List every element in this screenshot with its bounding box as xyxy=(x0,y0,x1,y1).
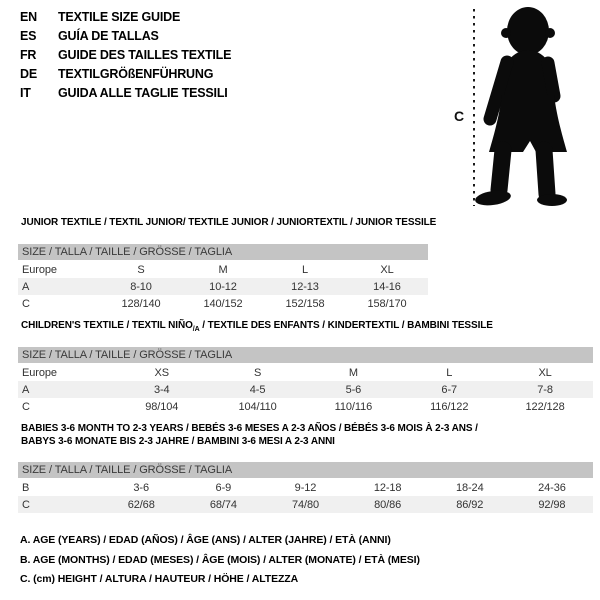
size-value-cell: 10-12 xyxy=(182,278,264,295)
size-header-bar xyxy=(18,244,428,261)
size-value-cell: XS xyxy=(154,366,169,379)
size-value-cell: 80/86 xyxy=(347,496,429,513)
babies-table-title xyxy=(18,422,593,448)
babies-size-table xyxy=(18,462,593,513)
junior-table-title xyxy=(18,217,437,233)
language-code: EN xyxy=(20,10,37,24)
row-label-cell: C xyxy=(22,400,30,413)
table-row-c xyxy=(18,295,428,312)
size-value-cell: 4-5 xyxy=(210,381,306,398)
childrens-textile-section xyxy=(18,320,593,415)
size-value-cell: 8-10 xyxy=(100,278,182,295)
size-value-cell: 3-6 xyxy=(133,481,150,494)
size-value-cell: 68/74 xyxy=(182,496,264,513)
language-row-it xyxy=(20,84,231,103)
title-text: JUNIOR TEXTILE / TEXTIL JUNIOR/ TEXTILE JUNIOR / JUNIORTEXTIL / JUNIOR TESSILE xyxy=(21,217,437,228)
size-value-cell: 12-18 xyxy=(373,481,402,494)
size-value-cell: 6-7 xyxy=(401,381,497,398)
size-header-label: SIZE / TALLA / TAILLE / GRÖSSE / TAGLIA xyxy=(18,462,593,479)
row-label-cell: C xyxy=(22,297,30,310)
language-label: TEXTILE SIZE GUIDE xyxy=(58,10,181,24)
size-value-cell: 62/68 xyxy=(100,496,182,513)
title-line-2: BABYS 3-6 MONATE BIS 2-3 JAHRE / BAMBINI 3-6 MESI A 2-3 ANNI xyxy=(21,436,335,447)
row-label-cell: C xyxy=(18,496,100,513)
size-header-bar xyxy=(18,462,593,479)
size-value-cell: 9-12 xyxy=(294,481,317,494)
size-value-cell: 116/122 xyxy=(430,400,469,413)
size-value-cell: 12-13 xyxy=(264,278,346,295)
language-label: GUIDE DES TAILLES TEXTILE xyxy=(58,48,232,62)
size-value-cell: 92/98 xyxy=(511,496,593,513)
size-value-cell: 122/128 xyxy=(525,400,565,413)
table-row-c xyxy=(18,398,593,415)
row-label-cell: A xyxy=(18,381,114,398)
size-value-cell: 5-6 xyxy=(305,381,401,398)
language-code: IT xyxy=(20,86,31,100)
language-code: ES xyxy=(20,29,37,43)
size-value-cell: 104/110 xyxy=(238,400,277,413)
language-row-en xyxy=(20,8,231,27)
language-label: GUIDA ALLE TAGLIE TESSILI xyxy=(58,86,228,100)
size-value-cell: 74/80 xyxy=(264,496,346,513)
size-value-cell: S xyxy=(137,263,145,276)
language-title-list xyxy=(20,8,231,103)
row-label-cell: Europe xyxy=(22,366,57,379)
row-label-cell: A xyxy=(18,278,100,295)
language-row-de xyxy=(20,65,231,84)
measure-label-c: C xyxy=(454,108,465,124)
size-value-cell: S xyxy=(253,366,262,379)
table-row-a xyxy=(18,278,428,295)
size-header-bar xyxy=(18,347,593,364)
title-text: CHILDREN'S TEXTILE / TEXTIL NIÑO xyxy=(21,320,193,331)
language-row-es xyxy=(20,27,231,46)
title-line-1 xyxy=(21,422,593,435)
table-row-b xyxy=(18,479,593,497)
toddler-size-figure xyxy=(440,0,600,215)
size-value-cell: 18-24 xyxy=(455,481,484,494)
babies-textile-section xyxy=(18,422,593,513)
table-row-a xyxy=(18,381,593,398)
size-value-cell: 140/152 xyxy=(203,297,243,310)
junior-textile-section xyxy=(18,217,437,312)
size-value-cell: 3-4 xyxy=(114,381,210,398)
size-value-cell: XL xyxy=(538,366,552,379)
size-value-cell: 98/104 xyxy=(145,400,179,413)
row-label-cell: Europe xyxy=(22,263,57,276)
size-value-cell: 24-36 xyxy=(538,481,566,494)
size-value-cell: 128/140 xyxy=(121,297,161,310)
size-value-cell: 152/158 xyxy=(285,297,325,310)
size-value-cell: 14-16 xyxy=(346,278,428,295)
measurement-legend xyxy=(20,531,420,590)
row-label-cell: B xyxy=(22,481,30,494)
table-row-europe xyxy=(18,364,593,382)
size-value-cell: 86/92 xyxy=(429,496,511,513)
size-value-cell: M xyxy=(218,263,228,276)
title-text: BABIES 3-6 MONTH TO 2-3 YEARS / BEBÉS 3-6 MESES A 2-3 AÑOS / BÉBÉS 3-6 MOIS À 2-3 ANS / xyxy=(21,423,478,434)
toddler-silhouette-icon xyxy=(474,7,567,207)
title-text: / TEXTILE DES ENFANTS / KINDERTEXTIL / BAMBINI TESSILE xyxy=(199,320,493,331)
language-code: DE xyxy=(20,67,37,81)
table-row-c xyxy=(18,496,593,513)
language-label: TEXTILGRÖßENFÜHRUNG xyxy=(58,67,214,81)
junior-size-table xyxy=(18,244,428,312)
language-code: FR xyxy=(20,48,37,62)
size-header-label: SIZE / TALLA / TAILLE / GRÖSSE / TAGLIA xyxy=(18,244,428,261)
size-value-cell: L xyxy=(446,366,453,379)
size-value-cell: 158/170 xyxy=(367,297,407,310)
legend-line-c: C. (cm) HEIGHT / ALTURA / HAUTEUR / HÖHE / ALTEZZA xyxy=(20,573,299,585)
language-row-fr xyxy=(20,46,231,65)
size-value-cell: 6-9 xyxy=(215,481,232,494)
childrens-table-title xyxy=(18,320,593,336)
size-value-cell: L xyxy=(301,263,309,276)
table-row-europe xyxy=(18,261,428,279)
legend-line-a: A. AGE (YEARS) / EDAD (AÑOS) / ÂGE (ANS) / ALTER (JAHRE) / ETÀ (ANNI) xyxy=(20,534,391,546)
childrens-size-table xyxy=(18,347,593,415)
size-header-label: SIZE / TALLA / TAILLE / GRÖSSE / TAGLIA xyxy=(18,347,593,364)
title-subscript: /A xyxy=(192,326,200,333)
size-value-cell: 110/116 xyxy=(334,400,373,413)
size-value-cell: XL xyxy=(380,263,394,276)
size-value-cell: M xyxy=(348,366,358,379)
language-label: GUÍA DE TALLAS xyxy=(58,29,159,43)
size-value-cell: 7-8 xyxy=(497,381,593,398)
legend-line-b: B. AGE (MONTHS) / EDAD (MESES) / ÂGE (MOIS) / ALTER (MONATE) / ETÀ (MESI) xyxy=(20,553,420,566)
